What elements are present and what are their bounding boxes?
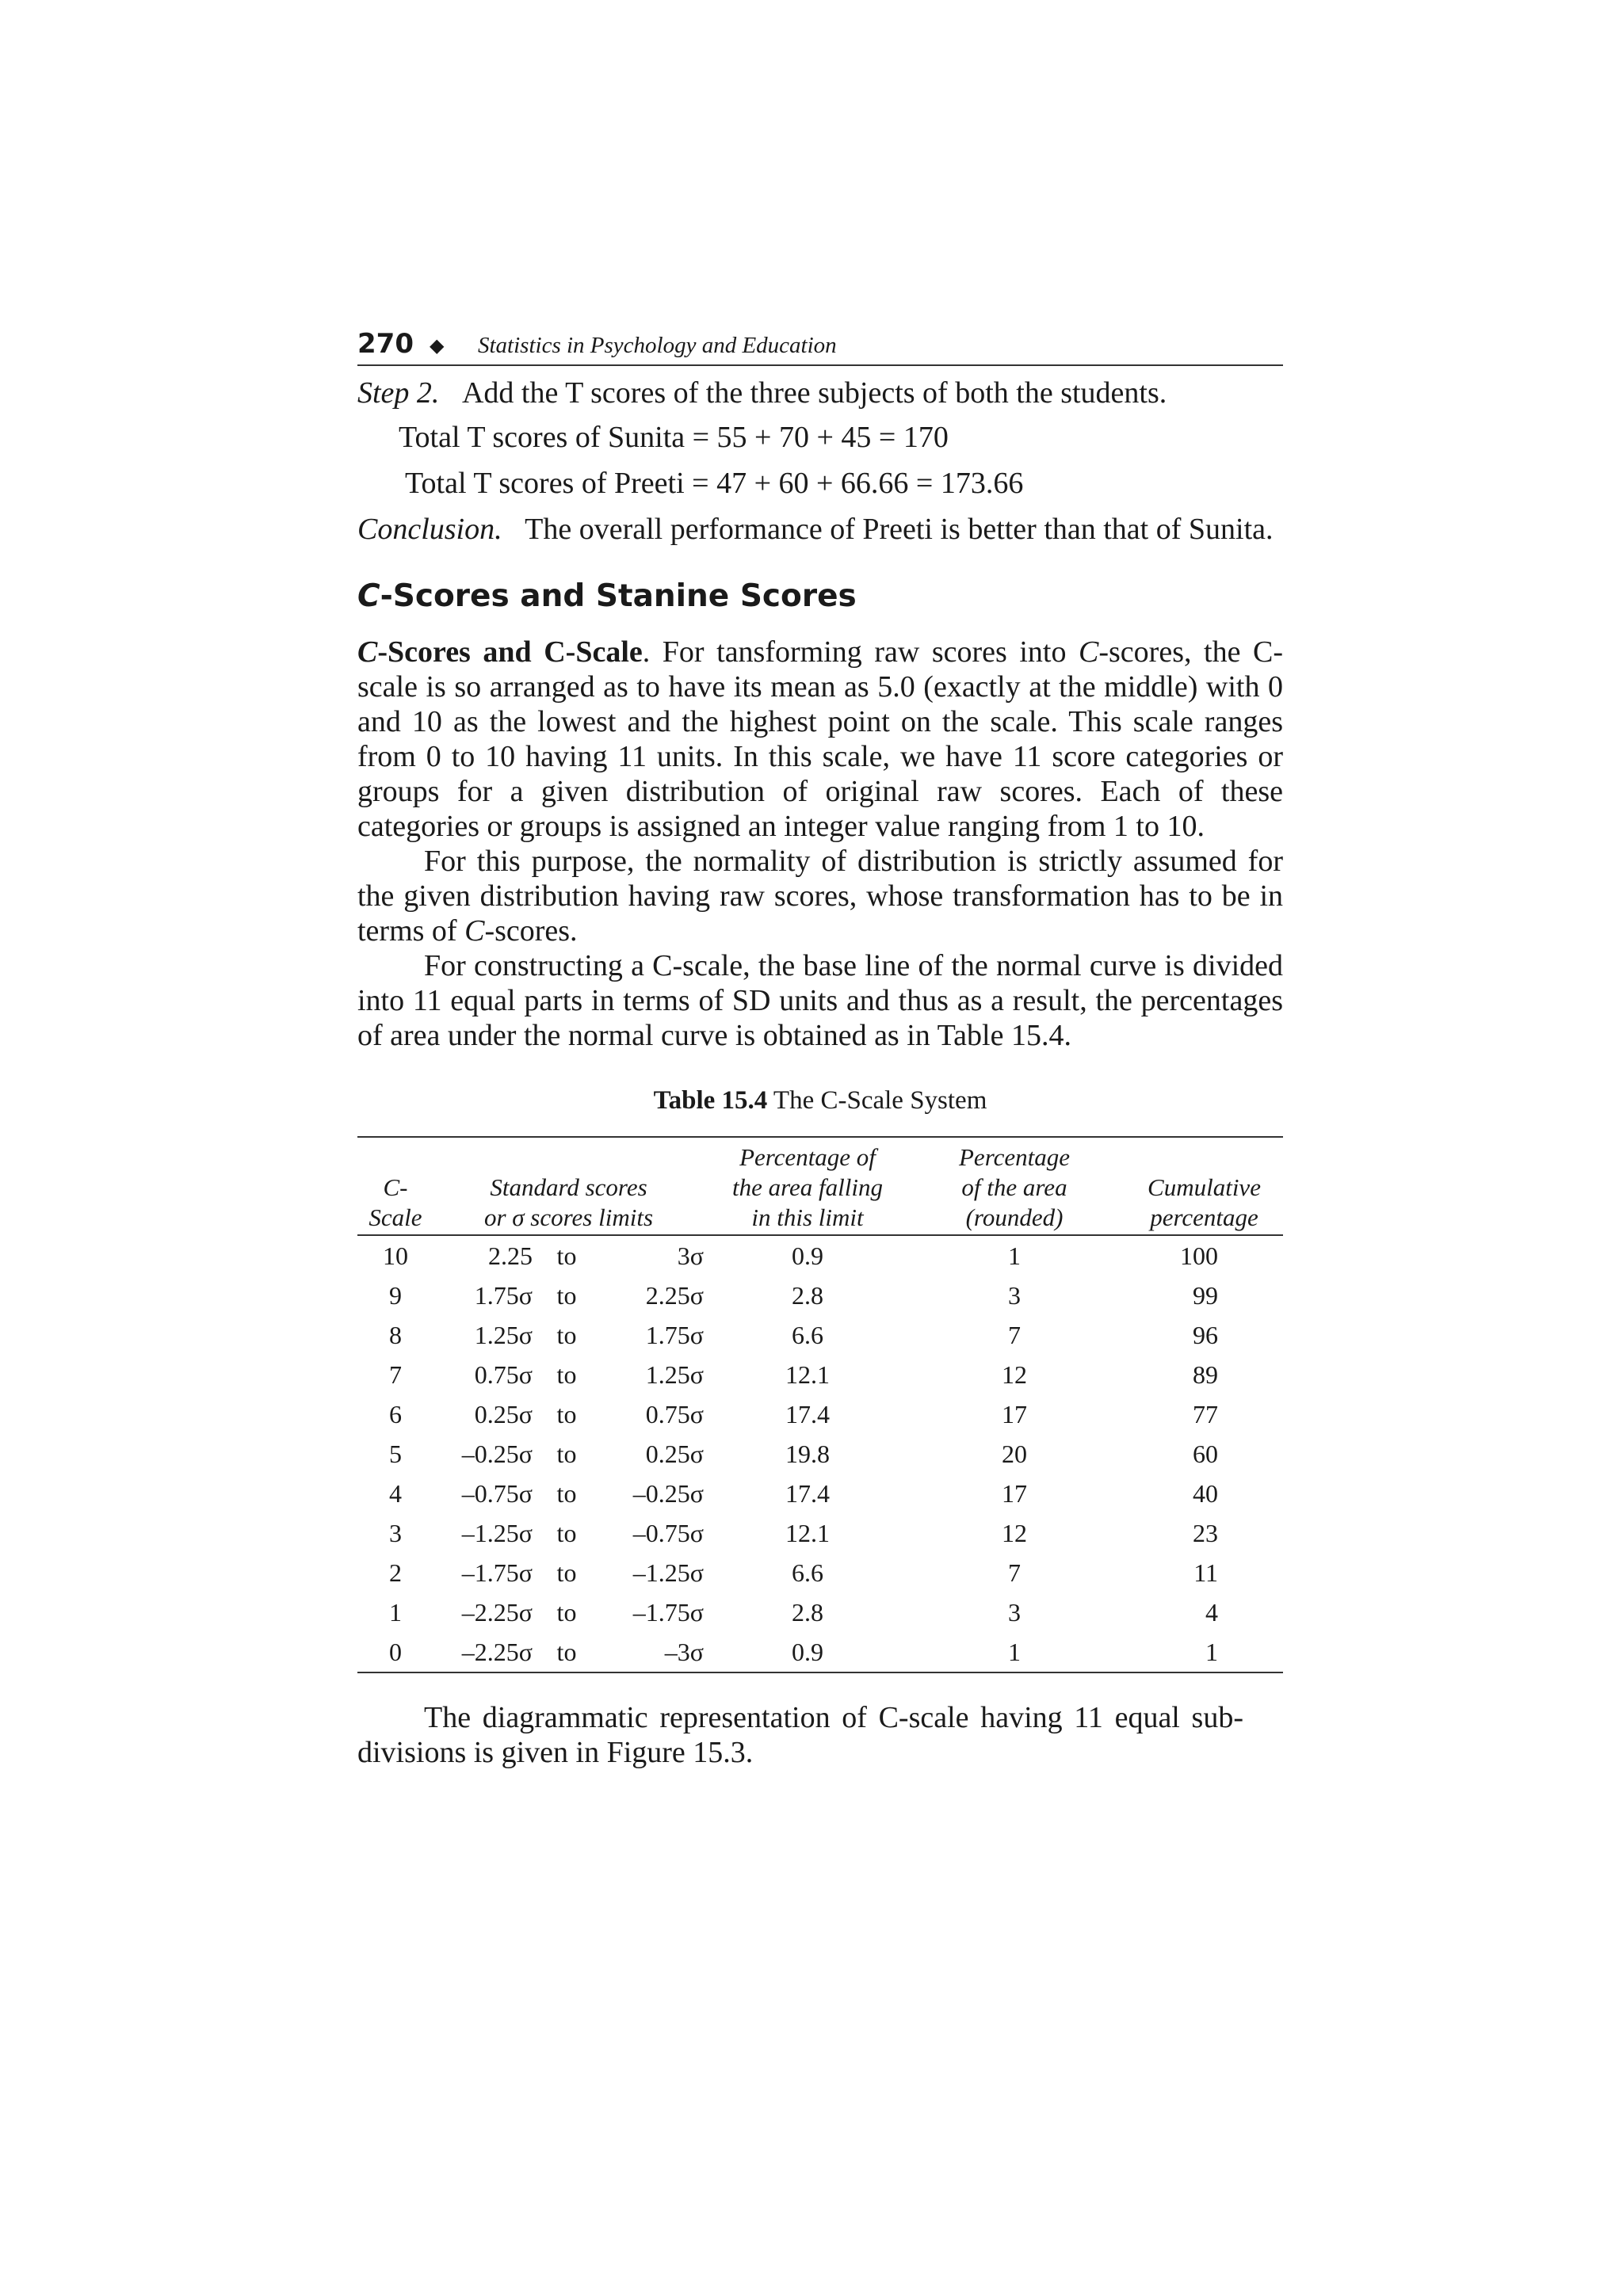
cell-cumulative: 23 bbox=[1193, 1518, 1218, 1547]
cell-percentage-rounded: 7 bbox=[1008, 1320, 1021, 1349]
cell-std-upper: 2.25σ bbox=[645, 1280, 704, 1310]
cell-std-upper: –1.25σ bbox=[632, 1558, 704, 1587]
cell-percentage-rounded: 17 bbox=[1002, 1478, 1027, 1508]
cell-cumulative: 11 bbox=[1193, 1558, 1218, 1587]
cell-std-upper: 3σ bbox=[677, 1241, 704, 1270]
cell-percentage: 12.1 bbox=[785, 1518, 830, 1547]
cell-std-to: to bbox=[556, 1439, 577, 1468]
cell-cumulative: 100 bbox=[1180, 1241, 1218, 1270]
cell-std-to: to bbox=[556, 1637, 577, 1666]
cell-c-scale: 9 bbox=[389, 1280, 402, 1310]
table-row bbox=[357, 1553, 1283, 1592]
cell-std-lower: –2.25σ bbox=[461, 1637, 533, 1666]
header-pct-line1: Percentage of bbox=[739, 1143, 876, 1171]
cell-std-upper: –3σ bbox=[664, 1637, 704, 1666]
step-2-text: Add the T scores of the three subjects of both the students. bbox=[461, 376, 1167, 410]
cell-c-scale: 6 bbox=[389, 1399, 402, 1428]
table-row bbox=[357, 1394, 1283, 1434]
cell-percentage-rounded: 7 bbox=[1008, 1558, 1021, 1587]
cell-std-to: to bbox=[556, 1478, 577, 1508]
cell-std-to: to bbox=[556, 1558, 577, 1587]
total-preeti: Total T scores of Preeti = 47 + 60 + 66.66 = 173.66 bbox=[405, 467, 1024, 500]
cell-percentage: 6.6 bbox=[792, 1320, 823, 1349]
header-percentage-rounded bbox=[927, 1137, 1102, 1235]
cell-percentage-rounded: 3 bbox=[1008, 1280, 1021, 1310]
header-percentage-area bbox=[704, 1137, 927, 1235]
step-2-label: Step 2. bbox=[357, 376, 440, 410]
cell-c-scale: 3 bbox=[389, 1518, 402, 1547]
table-caption-title: The C-Scale System bbox=[773, 1086, 987, 1115]
diamond-icon: ◆ bbox=[430, 334, 445, 357]
cell-std-lower: 0.25σ bbox=[474, 1399, 533, 1428]
c-scale-paragraph bbox=[357, 635, 1283, 844]
cell-c-scale: 5 bbox=[389, 1439, 402, 1468]
para1-text-a: . For tansforming raw scores into bbox=[642, 635, 1079, 669]
cell-std-upper: 0.75σ bbox=[645, 1399, 704, 1428]
table-row bbox=[357, 1315, 1283, 1355]
cell-std-to: to bbox=[556, 1597, 577, 1627]
step-2-paragraph bbox=[357, 376, 1283, 410]
table-row bbox=[357, 1355, 1283, 1394]
cell-percentage-rounded: 3 bbox=[1008, 1597, 1021, 1627]
cell-std-lower: –0.25σ bbox=[461, 1439, 533, 1468]
section-heading bbox=[357, 578, 1283, 614]
cell-std-lower: –1.75σ bbox=[461, 1558, 533, 1587]
cell-cumulative: 99 bbox=[1193, 1280, 1218, 1310]
header-std-line1: Standard scores bbox=[490, 1173, 647, 1201]
cell-std-lower: –2.25σ bbox=[461, 1597, 533, 1627]
cell-percentage: 0.9 bbox=[792, 1241, 823, 1270]
header-std-line2: or σ scores limits bbox=[483, 1203, 654, 1231]
para1-lead-bold: -Scores and bbox=[377, 635, 544, 669]
cell-percentage-rounded: 12 bbox=[1002, 1518, 1027, 1547]
cell-cumulative: 60 bbox=[1193, 1439, 1218, 1468]
cell-cumulative: 40 bbox=[1193, 1478, 1218, 1508]
cell-c-scale: 10 bbox=[383, 1241, 408, 1270]
para2-text-a: For this purpose, the normality of distribution is strictly assumed for the given distribution having raw scores, whose transformation has to be in terms of bbox=[357, 845, 1283, 948]
cell-percentage: 6.6 bbox=[792, 1558, 823, 1587]
cell-c-scale: 1 bbox=[389, 1597, 402, 1627]
cell-percentage-rounded: 17 bbox=[1002, 1399, 1027, 1428]
para1-text-b: -scores, the C-scale is so arranged as to have its mean as 5.0 (exactly at the middle) with 0 and 10 as the lowest and the highest point on the scale. This scale ranges from 0 to 10 having 11 units. In this scale, we have 11 score categories or groups for a given distribution of original raw scores. Each of these categories or groups is assigned an integer value ranging from 1 to 10. bbox=[357, 635, 1283, 843]
cell-percentage-rounded: 12 bbox=[1002, 1360, 1027, 1389]
cell-std-lower: 1.25σ bbox=[474, 1320, 533, 1349]
cell-percentage: 17.4 bbox=[785, 1399, 830, 1428]
cell-percentage: 19.8 bbox=[785, 1439, 830, 1468]
header-cum-line2: percentage bbox=[1150, 1203, 1258, 1231]
table-row bbox=[357, 1592, 1283, 1632]
normality-paragraph bbox=[357, 844, 1283, 948]
header-pct-line2: the area falling bbox=[732, 1173, 883, 1201]
cell-std-lower: –0.75σ bbox=[461, 1478, 533, 1508]
conclusion-text: The overall performance of Preeti is better than that of Sunita. bbox=[525, 513, 1274, 546]
table-header-row bbox=[357, 1137, 1283, 1235]
page-number: 270 bbox=[357, 328, 414, 360]
table-row bbox=[357, 1235, 1283, 1276]
table-row bbox=[357, 1434, 1283, 1474]
header-pctr-line1: Percentage bbox=[959, 1143, 1070, 1171]
cell-std-lower: 1.75σ bbox=[474, 1280, 533, 1310]
table-caption bbox=[357, 1086, 1283, 1116]
table-row bbox=[357, 1474, 1283, 1513]
construct-paragraph: For constructing a C-scale, the base line of the normal curve is divided into 11 equal parts in terms of SD units and thus as a result, the percentages of area under the normal curve is obtained as in Table 15.4. bbox=[357, 949, 1283, 1052]
cell-std-lower: –1.25σ bbox=[461, 1518, 533, 1547]
cell-c-scale: 7 bbox=[389, 1360, 402, 1389]
table-caption-number: Table 15.4 bbox=[653, 1086, 768, 1115]
cell-std-upper: –0.75σ bbox=[632, 1518, 704, 1547]
cell-percentage-rounded: 1 bbox=[1008, 1241, 1021, 1270]
cell-std-upper: 1.75σ bbox=[645, 1320, 704, 1349]
cell-std-upper: –0.25σ bbox=[632, 1478, 704, 1508]
cell-percentage: 2.8 bbox=[792, 1280, 823, 1310]
cell-cumulative: 4 bbox=[1205, 1597, 1218, 1627]
header-c-scale: C-Scale bbox=[369, 1173, 422, 1231]
cell-c-scale: 0 bbox=[389, 1637, 402, 1666]
para1-italic-c: C bbox=[1079, 635, 1099, 669]
cell-percentage-rounded: 20 bbox=[1002, 1439, 1027, 1468]
cell-std-lower: 2.25 bbox=[488, 1241, 533, 1270]
heading-italic-c: C bbox=[357, 578, 380, 614]
cell-percentage: 12.1 bbox=[785, 1360, 830, 1389]
cell-c-scale: 8 bbox=[389, 1320, 402, 1349]
cell-percentage-rounded: 1 bbox=[1008, 1637, 1021, 1666]
cell-c-scale: 4 bbox=[389, 1478, 402, 1508]
running-header bbox=[357, 323, 1283, 366]
para2-text-b: -scores. bbox=[484, 914, 578, 948]
cell-cumulative: 96 bbox=[1193, 1320, 1218, 1349]
header-pct-line3: in this limit bbox=[751, 1203, 864, 1231]
conclusion-paragraph bbox=[357, 512, 1283, 547]
diagram-paragraph: The diagrammatic representation of C-scale having 11 equal sub-divisions is given in Figure 15.3. bbox=[357, 1701, 1243, 1769]
cell-std-to: to bbox=[556, 1360, 577, 1389]
para1-lead-bold2: C-Scale bbox=[544, 635, 643, 669]
cell-std-upper: 0.25σ bbox=[645, 1439, 704, 1468]
cell-std-to: to bbox=[556, 1399, 577, 1428]
header-cumulative bbox=[1102, 1137, 1283, 1235]
cell-std-to: to bbox=[556, 1518, 577, 1547]
heading-rest: -Scores and Stanine Scores bbox=[380, 578, 857, 614]
table-body bbox=[357, 1235, 1283, 1672]
cell-cumulative: 1 bbox=[1205, 1637, 1218, 1666]
cell-std-to: to bbox=[556, 1280, 577, 1310]
para2-italic-c: C bbox=[464, 914, 485, 948]
cell-std-upper: 1.25σ bbox=[645, 1360, 704, 1389]
cell-percentage: 0.9 bbox=[792, 1637, 823, 1666]
table-row bbox=[357, 1513, 1283, 1553]
para1-lead-italic: C bbox=[357, 635, 378, 669]
cell-percentage: 2.8 bbox=[792, 1597, 823, 1627]
table-row bbox=[357, 1276, 1283, 1315]
header-cum-line1: Cumulative bbox=[1148, 1173, 1261, 1201]
header-pctr-line3: (rounded) bbox=[965, 1203, 1064, 1231]
cell-std-lower: 0.75σ bbox=[474, 1360, 533, 1389]
cell-std-to: to bbox=[556, 1320, 577, 1349]
cell-percentage: 17.4 bbox=[785, 1478, 830, 1508]
header-standard-scores bbox=[433, 1137, 704, 1235]
cell-std-to: to bbox=[556, 1241, 577, 1270]
cell-c-scale: 2 bbox=[389, 1558, 402, 1587]
header-pctr-line2: of the area bbox=[961, 1173, 1067, 1201]
conclusion-label: Conclusion. bbox=[357, 513, 502, 546]
running-title: Statistics in Psychology and Education bbox=[478, 333, 837, 358]
cell-cumulative: 89 bbox=[1193, 1360, 1218, 1389]
cell-cumulative: 77 bbox=[1193, 1399, 1218, 1428]
total-sunita: Total T scores of Sunita = 55 + 70 + 45 = 170 bbox=[399, 421, 949, 454]
table-row bbox=[357, 1632, 1283, 1672]
c-scale-table bbox=[357, 1136, 1283, 1673]
book-page bbox=[357, 323, 1283, 1770]
cell-std-upper: –1.75σ bbox=[632, 1597, 704, 1627]
